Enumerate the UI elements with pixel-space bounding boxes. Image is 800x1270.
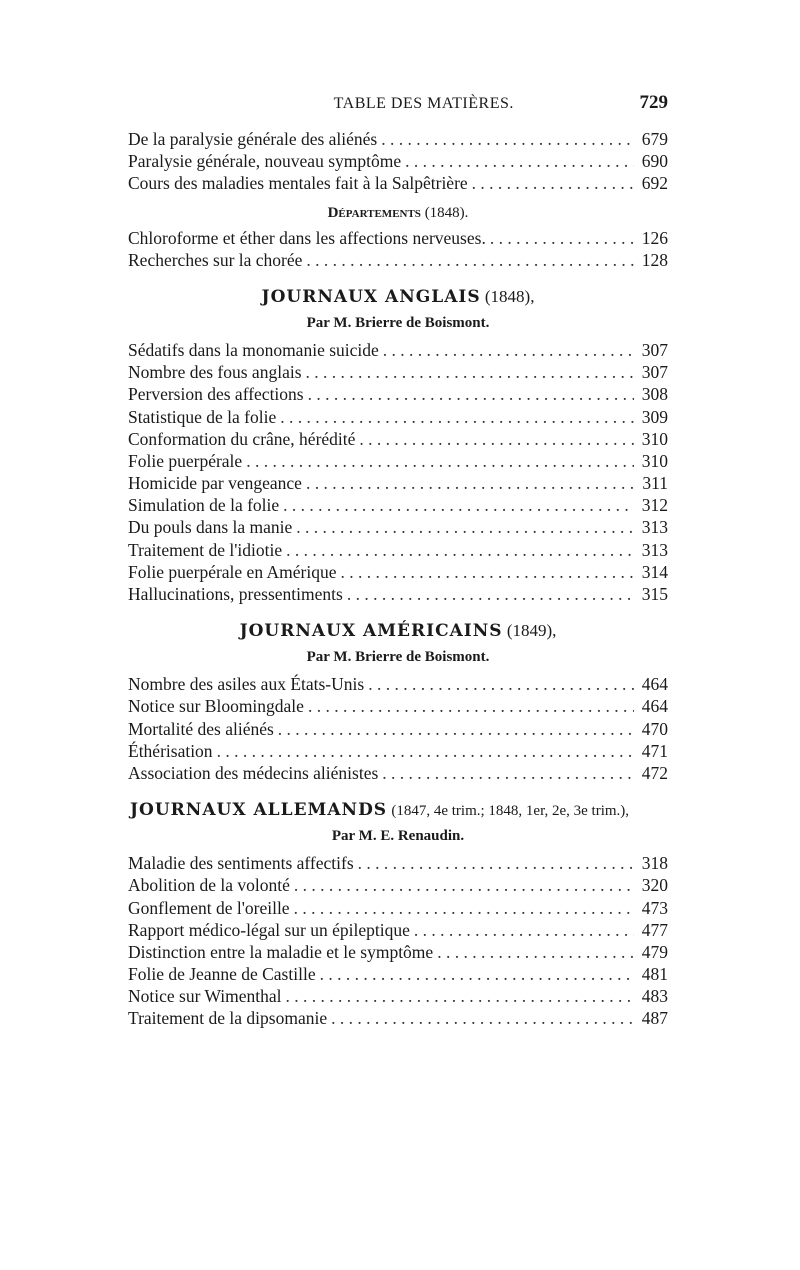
entry-page-number: 315 [641,584,668,604]
journal-heading [128,285,668,309]
entry-page-number: 690 [641,151,668,172]
entry-title: Chloroforme et éther dans les affections nerveuses. [128,227,486,248]
dot-leader [306,361,634,383]
section-heading [128,195,668,225]
journal-title: JOURNAUX ALLEMANDS [130,800,388,821]
entry-page-number: 310 [641,450,668,471]
dot-leader [405,150,634,172]
dot-leader [381,128,634,150]
dot-leader [340,561,634,583]
dot-leader [283,494,634,516]
entry-page-number: 313 [641,539,668,560]
entry-page-number: 481 [641,964,668,985]
dot-leader [280,406,634,428]
entry-page-number: 313 [641,517,668,538]
toc-entry [128,1007,668,1029]
journal-title: JOURNAUX AMÉRICAINS [239,621,503,642]
dot-leader [246,450,634,472]
toc-entry [128,494,668,516]
toc-entry [128,718,668,740]
journal-heading [130,798,668,822]
toc-entry [128,227,668,249]
dot-leader [306,249,634,271]
entry-page-number: 487 [641,1008,668,1029]
entry-page-number: 312 [641,495,668,516]
entry-title: Folie puerpérale [128,450,243,471]
table-of-contents [128,92,668,1030]
entry-page-number: 307 [641,339,668,360]
journal-author: Par M. E. Renaudin. [331,828,465,845]
dot-leader [294,874,634,896]
toc-section [128,195,668,271]
dot-leader [308,695,634,717]
toc-entry [128,472,668,494]
dot-leader [278,718,634,740]
entry-title: Homicide par vengeance [128,473,302,494]
toc-entry [128,561,668,583]
journal-dates: (1849), [506,621,557,641]
dot-leader [414,919,634,941]
entry-title: Maladie des sentiments affectifs [128,853,354,874]
entry-title: Hallucinations, pressentiments [128,584,343,604]
entry-title: Notice sur Wimenthal [128,986,282,1007]
entry-title: Sédatifs dans la monomanie suicide [128,339,379,360]
dot-leader [368,673,634,695]
page-number: 729 [639,92,668,113]
entry-page-number: 679 [641,129,668,149]
section-heading-suffix: (1848). [424,204,469,221]
entry-title: Nombre des fous anglais [128,362,302,383]
entry-page-number: 310 [641,428,668,449]
entry-title: Nombre des asiles aux États-Unis [128,674,365,695]
journal-title: JOURNAUX ANGLAIS [261,286,481,307]
entry-page-number: 308 [641,384,668,405]
toc-entry [128,150,668,172]
toc-entry [128,406,668,428]
entry-page-number: 314 [641,561,668,582]
entry-title: Traitement de la dipsomanie [128,1008,328,1029]
toc-entry [128,874,668,896]
dot-leader [286,539,634,561]
dot-leader [294,897,634,919]
entry-title: Traitement de l'idiotie [128,539,283,560]
toc-entry [128,919,668,941]
entry-page-number: 470 [641,718,668,739]
dot-leader [308,383,634,405]
entry-page-number: 309 [641,406,668,427]
journal-heading [128,619,668,643]
entry-page-number: 320 [641,875,668,896]
dot-leader [306,472,634,494]
entry-page-number: 464 [641,696,668,717]
dot-leader [490,227,634,249]
running-title: TABLE DES MATIÈRES. [333,95,514,112]
entry-page-number: 472 [641,762,668,783]
toc-section [128,798,668,1030]
toc-entry [128,249,668,271]
journal-author: Par M. Brierre de Boismont. [306,314,490,331]
dot-leader [359,428,634,450]
toc-entry [128,383,668,405]
toc-entry [128,673,668,695]
entry-page-number: 477 [641,919,668,940]
toc-entry [128,963,668,985]
toc-section [128,619,668,784]
toc-entry [128,450,668,472]
dot-leader [472,172,634,194]
toc-entry [128,539,668,561]
entry-title: Folie puerpérale en Amérique [128,561,337,582]
entry-title: Rapport médico-légal sur un épileptique [128,919,410,940]
toc-entry [128,897,668,919]
journal-dates: (1848), [484,286,535,306]
toc-entry [128,941,668,963]
entry-title: Paralysie générale, nouveau symptôme [128,151,402,172]
entry-title: Abolition de la volonté [128,875,290,896]
dot-leader [382,762,634,784]
dot-leader [331,1007,634,1029]
dot-leader [347,583,634,605]
journal-author: Par M. Brierre de Boismont. [306,649,490,666]
entry-title: Perversion des affections [128,384,304,405]
entry-page-number: 126 [641,227,668,248]
dot-leader [296,516,634,538]
entry-page-number: 311 [642,473,668,494]
entry-title: Recherches sur la chorée [128,249,303,270]
section-heading-title: Départements [327,204,421,221]
entry-page-number: 471 [641,740,668,761]
dot-leader [383,339,634,361]
toc-entry [128,695,668,717]
entry-title: Distinction entre la maladie et le symptôme [128,941,434,962]
entry-page-number: 318 [641,853,668,874]
toc-entry [128,428,668,450]
journal-dates: (1847, 4e trim.; 1848, 1er, 2e, 3e trim.), [391,803,630,820]
sections-container [128,128,668,1030]
toc-entry [128,361,668,383]
toc-entry [128,583,668,605]
dot-leader [320,963,634,985]
page-header [128,92,668,124]
entry-title: Gonflement de l'oreille [128,897,290,918]
entry-title: Mortalité des aliénés [128,718,274,739]
entry-title: Conformation du crâne, hérédité [128,428,356,449]
entry-title: Du pouls dans la manie [128,517,293,538]
toc-entry [128,339,668,361]
dot-leader [286,985,634,1007]
entry-page-number: 464 [641,674,668,695]
toc-section [128,285,668,605]
toc-entry [128,172,668,194]
entry-page-number: 483 [641,986,668,1007]
toc-entry [128,985,668,1007]
toc-entry [128,852,668,874]
entry-page-number: 307 [641,362,668,383]
entry-title: Statistique de la folie [128,406,277,427]
entry-title: Folie de Jeanne de Castille [128,964,316,985]
entry-title: Éthérisation [128,740,213,761]
entry-title: Notice sur Bloomingdale [128,696,304,717]
entry-title: De la paralysie générale des aliénés [128,129,378,149]
dot-leader [217,740,634,762]
toc-entry [128,762,668,784]
toc-section [128,128,668,195]
entry-page-number: 128 [641,249,668,270]
dot-leader [358,852,634,874]
toc-entry [128,516,668,538]
entry-title: Association des médecins aliénistes [128,762,379,783]
toc-entry [128,128,668,150]
entry-page-number: 473 [641,897,668,918]
entry-title: Cours des maladies mentales fait à la Salpêtrière [128,173,468,194]
entry-page-number: 479 [641,941,668,962]
entry-page-number: 692 [641,173,668,194]
entry-title: Simulation de la folie [128,495,280,516]
toc-entry [128,740,668,762]
dot-leader [437,941,634,963]
